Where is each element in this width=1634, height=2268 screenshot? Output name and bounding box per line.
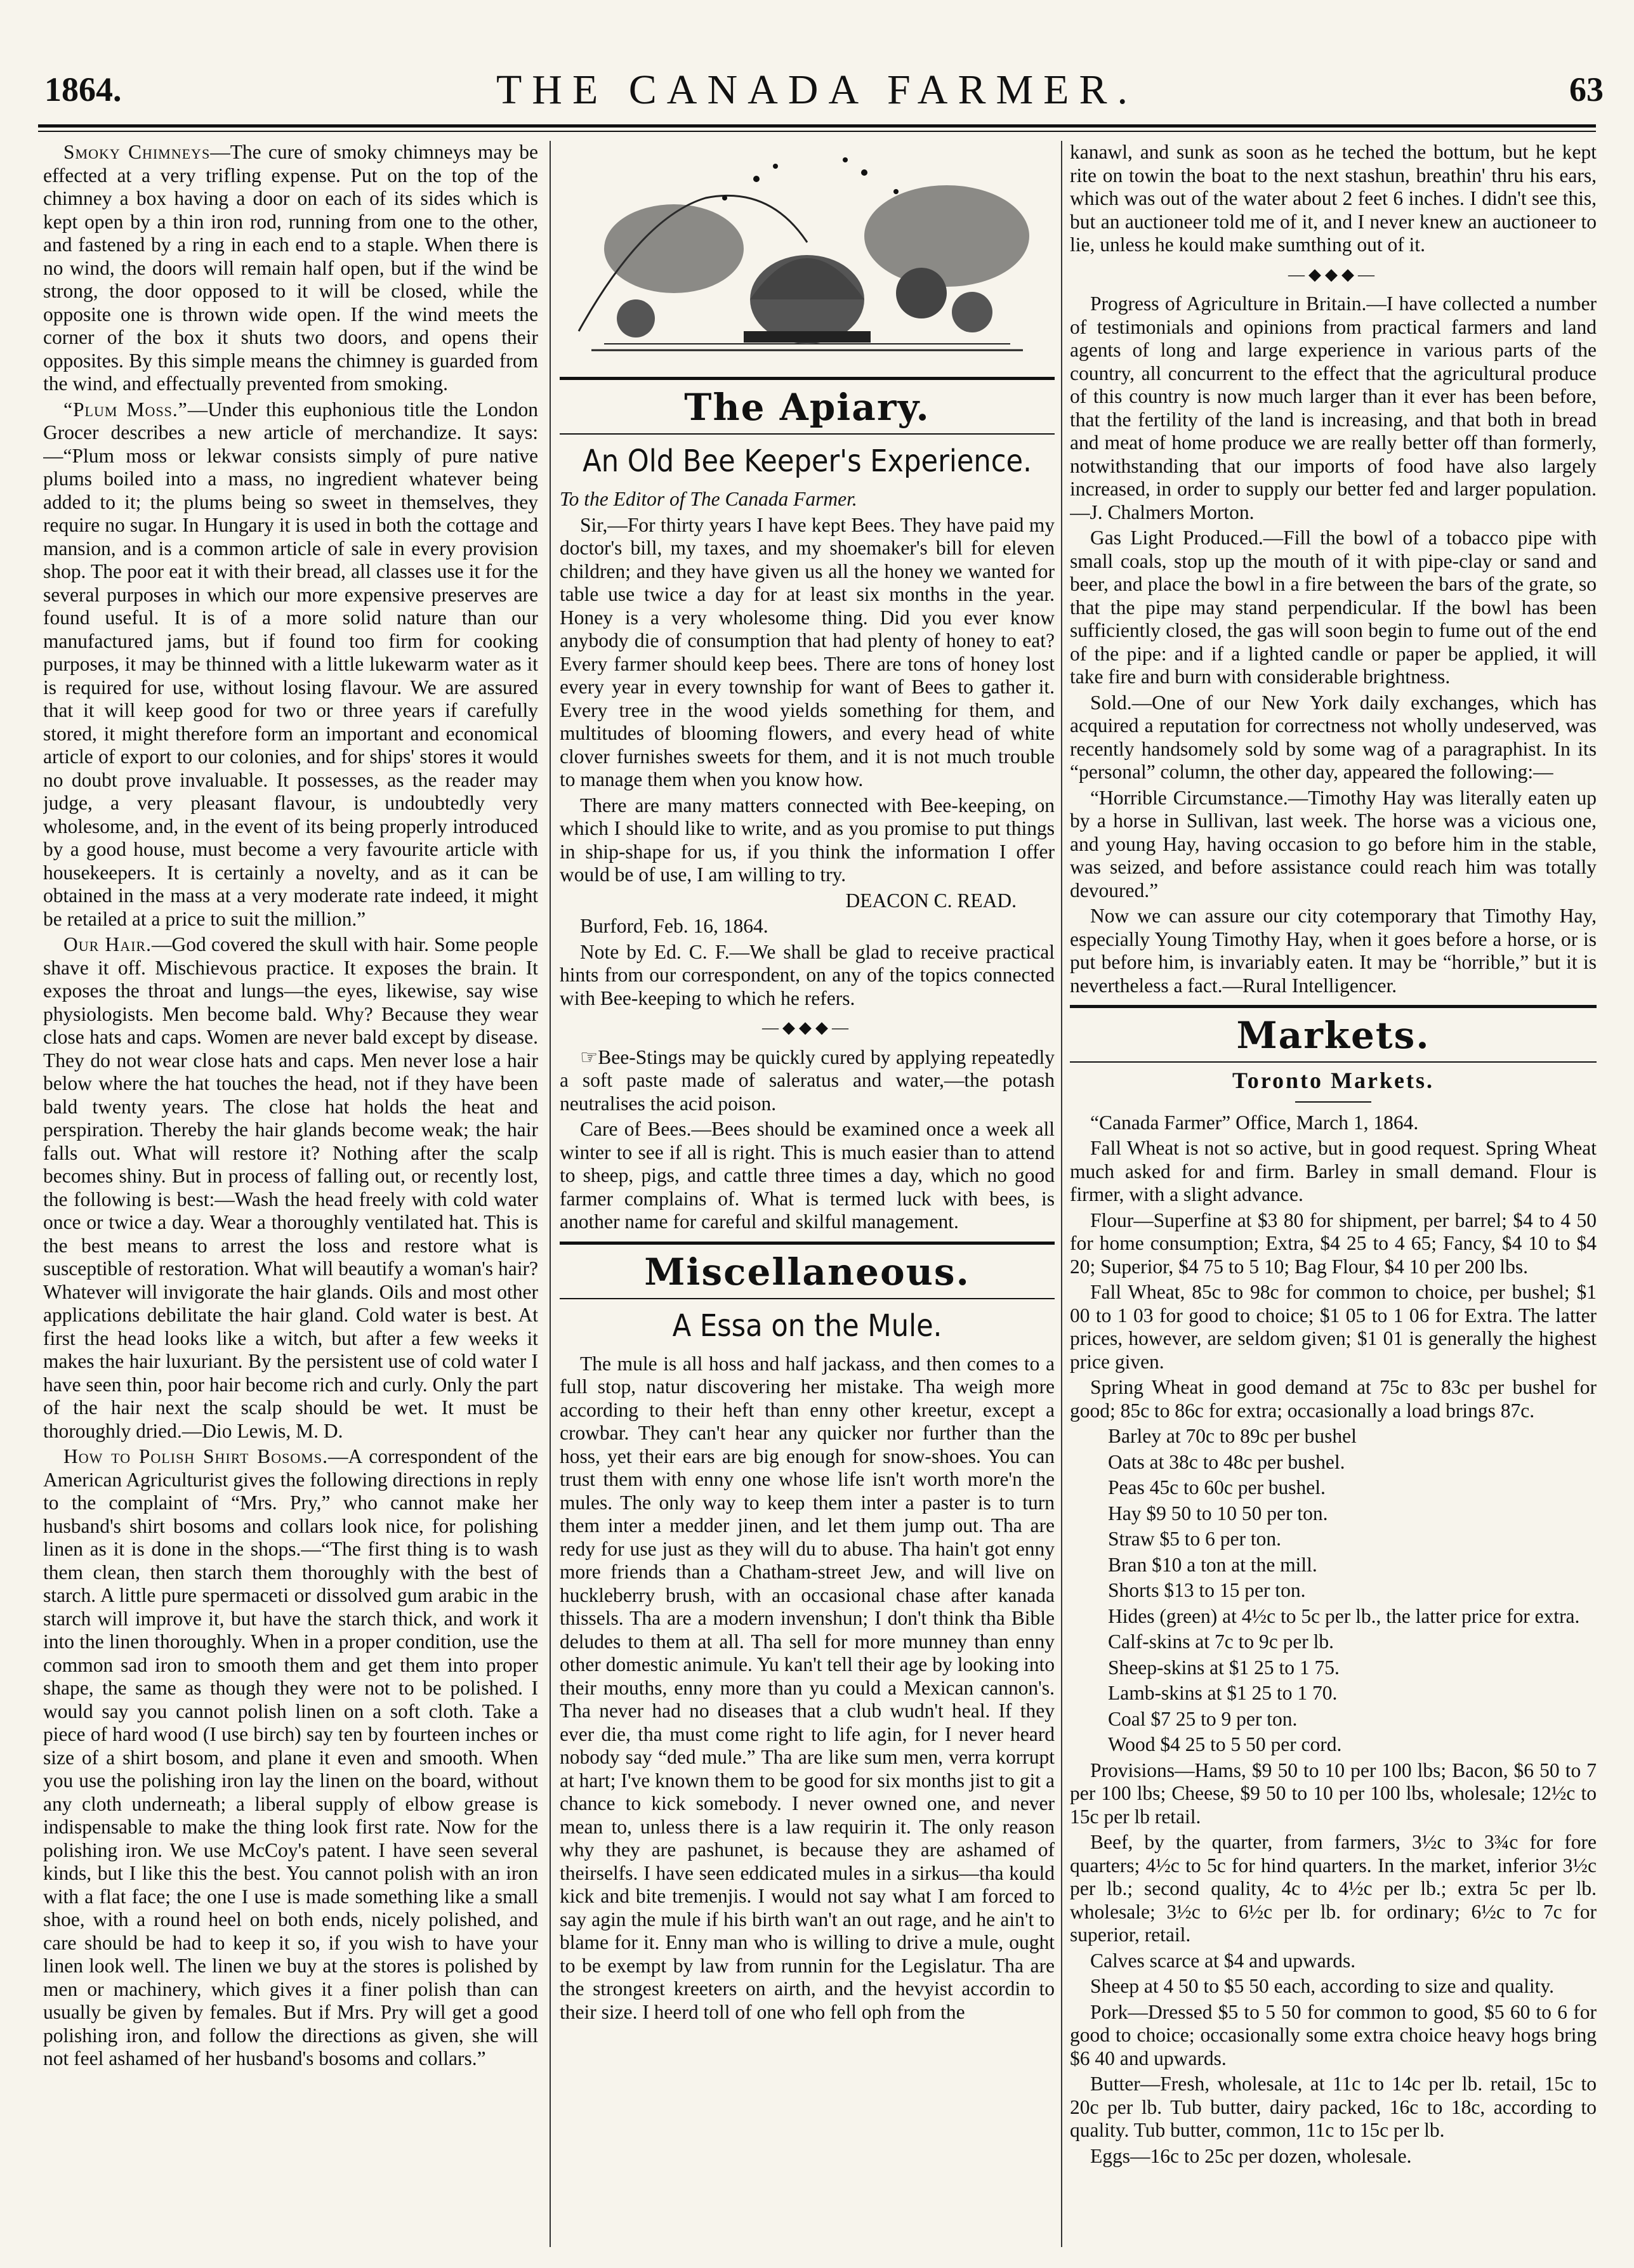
section-rule	[560, 377, 1055, 380]
article-paragraph: Now we can assure our city cotemporary that Timothy Hay, especially Young Timothy Hay, when it goes before a horse, or is put before him, is invariably eaten. It may be “horrible,” but it is nevertheless a fact.—Rural Intelligencer.	[1070, 905, 1597, 997]
editor-note: Note by Ed. C. F.—We shall be glad to receive practical hints from our correspondent, on any of the topics connected with Bee-keeping to which he refers.	[560, 940, 1055, 1009]
article-paragraph: ☞Bee-Stings may be quickly cured by applying repeatedly a soft paste made of saleratus and water,—the potash neutralises the acid poison.	[560, 1046, 1055, 1115]
market-dateline: “Canada Farmer” Office, March 1, 1864.	[1090, 1111, 1419, 1134]
section-rule-thin	[560, 1298, 1055, 1299]
market-paragraph: Beef, by the quarter, from farmers, 3½c to 3¾c for fore quarters; 4½c to 5c for hind quarters. In the market, inferior 3½c per lb.; second quality, 4c to 4½c per lb.; extra 5c per lb. wholesale; 3½c to 6½c per lb. for ordinary; 6½c to 7c for superior, retail.	[1070, 1831, 1597, 1946]
market-paragraph: Eggs—16c to 25c per dozen, wholesale.	[1090, 2144, 1412, 2167]
article-paragraph: How to Polish Shirt Bosoms.—A correspondent of the American Agriculturist gives the following directions in reply to the complaint of “Mrs. Pry,” who cannot make her husband's shirt bosoms and collars look nice, for polishing linen as it is done in the shops.—“The first thing is to wash them clean, then starch them thoroughly with the best of starch. A little pure spermaceti or dissolved gum arabic in the starch will improve it, but have the starch thick, and work it into the linen thoroughly. When in a proper condition, use the common sad iron to smooth them and get them into proper shape, the same as though they were not to be polished. I would say you cannot polish linen on a soft cloth. Take a piece of hard wood (I use birch) say ten by fourteen inches or size of a shirt bosom, and plane it even and smooth. When you use the polishing iron lay the linen on the board, without any cloth underneath; a liberal supply of elbow grease is indispensable to make the thing look first rate. Now for the polishing iron. We use McCoy's patent. I have seen several kinds, but I like this the best. You cannot polish with an iron with a flat face; the one I use is made something like a small shoe, with a round heel on both ends, nicely polished, and care should be had to keep it so, if you wish to have your linen look well. The linen we buy at the stores is polished by men or machinery, which gives it a finer polish than can usually be given by females. But if Mrs. Pry will get a good polishing iron, and follow the directions as given, she will not feel ashamed of her husband's bosoms and collars.”	[43, 1445, 538, 2069]
article-paragraph: There are many matters connected with Bee-keeping, on which I should like to write, and as you promise to put things in ship-shape for us, if you think the information I offer would be of use, I am willing to try.	[560, 794, 1055, 886]
masthead	[25, 62, 1609, 126]
short-rule	[1295, 1101, 1371, 1103]
market-paragraph: Fall Wheat is not so active, but in good request. Spring Wheat much asked for and firm. Barley in small demand. Flour is firmer, with a slight advance.	[1070, 1137, 1597, 1205]
market-paragraph: Calves scarce at $4 and upwards.	[1090, 1949, 1356, 1972]
column-3	[1070, 141, 1597, 2247]
foliage-right	[864, 185, 1029, 287]
masthead-rule-thin	[38, 131, 1596, 132]
article-paragraph: Sold.—One of our New York daily exchanges, which has acquired a reputation for correctness not wholly undeserved, was recently handsomely sold by some wag of a paragraphist. In its “personal” column, the other day, appeared the following:—	[1070, 691, 1597, 783]
market-paragraph: Provisions—Hams, $9 50 to 10 per 100 lbs; Bacon, $6 50 to 7 per 100 lbs; Cheese, $9 50 to 10 per 100 lbs, wholesale; 12½c to 15c per lb retail.	[1070, 1759, 1597, 1828]
section-rule-thin	[1070, 1061, 1597, 1063]
market-item: Hides (green) at 4½c to 5c per lb., the latter price for extra.	[1108, 1604, 1580, 1627]
salutation: To the Editor of The Canada Farmer.	[560, 488, 857, 510]
dateline: Burford, Feb. 16, 1864.	[580, 915, 768, 937]
article-title: A Essa on the Mule.	[672, 1308, 942, 1344]
market-item: Oats at 38c to 48c per bushel.	[1108, 1450, 1345, 1473]
ornament-divider: —◆◆◆—	[1288, 265, 1378, 284]
article-paragraph: Progress of Agriculture in Britain.—I have collected a number of testimonials and opinions from practical farmers and land agents of long and large experience in various parts of the country, all concurrent to the effect that the agricultural produce of this country is now much larger than it ever has been before, that the fertility of the land is increasing, and that both in bread and meat of home produce we are really better off than formerly, notwithstanding that our imports of food have also largely increased, in order to supply our better fed and larger population.—J. Chalmers Morton.	[1070, 292, 1597, 523]
article-title: An Old Bee Keeper's Experience.	[583, 443, 1032, 479]
toronto-markets-title: Toronto Markets.	[1232, 1068, 1434, 1093]
page-number: 63	[1569, 70, 1604, 108]
market-item: Peas 45c to 60c per bushel.	[1108, 1476, 1326, 1498]
ornament-divider: —◆◆◆—	[762, 1018, 852, 1037]
column-2	[560, 141, 1055, 2247]
market-item: Straw $5 to 6 per ton.	[1108, 1528, 1281, 1550]
market-item: Coal $7 25 to 9 per ton.	[1108, 1707, 1298, 1730]
column-divider	[1061, 141, 1062, 2247]
market-paragraph: Spring Wheat in good demand at 75c to 83c per bushel for good; 85c to 86c for extra; occasionally a load brings 87c.	[1070, 1376, 1597, 1422]
section-rule	[1070, 1005, 1597, 1008]
article-paragraph: Our Hair.—God covered the skull with hair. Some people shave it off. Mischievous practice. It exposes the brain. It exposes the throat and lungs—the eyes, likewise, say wise physiologists. Men become bald. Why? Because they wear close hats and caps. Women are never bald except by disease. They do not wear close hats and caps. Men never lose a hair below where the hat touches the head, not if they have been bald twenty years. The close hat holds the heat and perspiration. Thereby the hair glands become weak; the hair falls out. What will restore it? Nothing after the scalp becomes shiny. But in process of falling out, or recently lost, the following is best:—Wash the head freely with cold water once or twice a day. Wear a thoroughly ventilated hat. This is the best means to arrest the loss and restore what is susceptible of restoration. What will beautify a woman's hair? Whatever will invigorate the hair glands. Oils and most other applications debilitate the hair gland. Cold water is best. At first the head looks like a witch, but after a few weeks it makes the hair luxuriant. By the persistent use of cold water I have seen thin, poor hair become rich and curly. Only the part of the hair next the scalp should be wet. It must be thoroughly dried.—Dio Lewis, M. D.	[43, 933, 538, 1442]
article-paragraph: Smoky Chimneys—The cure of smoky chimneys may be effected at a very trifling expense. Put on the top of the chimney a box having a door on each of its sides which is kept open by a thin iron rod, running from one to the other, and fastened by a ring in each end to a staple. When there is no wind, the doors will remain half open, but if the wind be strong, the door opposed to it will be closed, while the opposite one is thrown wide open. If the wind meets the corner of the box it shuts two doors, and opens their opposites. By this simple means the chimney is guarded from the wind, and effectually prevented from smoking.	[43, 141, 538, 395]
market-paragraph: Sheep at 4 50 to $5 50 each, according to size and quality.	[1090, 1975, 1554, 1997]
market-item: Hay $9 50 to 10 50 per ton.	[1108, 1502, 1328, 1524]
foliage-left	[604, 204, 744, 293]
beehive-engraving	[566, 141, 1048, 369]
article-paragraph: Sir,—For thirty years I have kept Bees. They have paid my doctor's bill, my taxes, and my shoemaker's bill for eleven children; and they have given us all the honey we wanted for table use twice a day for at least six months in the year. Honey is a very wholesome thing. Did you ever know anybody die of consumption that had plenty of honey to eat? Every farmer should keep bees. There are tons of honey lost every year in every township for want of Bees to gather it. Every tree in the wood yields something for them, and multitudes of blooming flowers, and every head of white clover furnishes sweets for them, and it is not much trouble to manage them when you know how.	[560, 513, 1055, 790]
market-item: Calf-skins at 7c to 9c per lb.	[1108, 1630, 1334, 1653]
section-rule	[560, 1242, 1055, 1245]
market-item: Lamb-skins at $1 25 to 1 70.	[1108, 1682, 1338, 1704]
section-heading-apiary: The Apiary.	[684, 386, 930, 429]
market-item: Bran $10 a ton at the mill.	[1108, 1553, 1317, 1576]
column-1	[43, 141, 538, 2247]
masthead-rule	[38, 124, 1596, 128]
market-paragraph: Fall Wheat, 85c to 98c for common to choice, per bushel; $1 00 to 1 03 for good to choice; $1 05 to 1 06 for Extra. The latter prices, however, are seldom given; $1 01 is generally the highest price given.	[1070, 1281, 1597, 1373]
market-item: Shorts $13 to 15 per ton.	[1108, 1579, 1306, 1601]
section-heading-miscellaneous: Miscellaneous.	[644, 1250, 970, 1294]
market-paragraph: Pork—Dressed $5 to 5 50 for common to good, $5 60 to 6 for good to choice; occasionally some extra choice heavy hogs bring $6 40 and upwards.	[1070, 2000, 1597, 2069]
market-paragraph: Flour—Superfine at $3 80 for shipment, per barrel; $4 to 4 50 for home consumption; Extra, $4 25 to 4 65; Fancy, $4 10 to $4 20; Superior, $4 75 to 5 10; Bag Flour, $4 10 per 200 lbs.	[1070, 1209, 1597, 1278]
column-divider	[550, 141, 551, 2247]
article-paragraph: The mule is all hoss and half jackass, and then comes to a full stop, natur discovering her mistake. Tha weigh more according to their heft than enny other kreetur, except a crowbar. They can't hear any quicker nor further than the hoss, yet their ears are big enough for snow-shoes. You can trust them with enny one whose life isn't worth more'n the mules. The only way to keep them inter a paster is to turn them inter a medder jinen, and let them jump out. Tha are redy for use just as they will du to abuse. Tha hain't got enny more friends than a Chatham-street Jew, and will live on huckleberry brush, with an occasional chase after kanada thissels. Tha are a modern invenshun; I don't think tha Bible deludes to them at all. Tha sell for more munney than enny other domestic animule. Yu kan't tell their age by looking into their mouths, enny more than yu could a Mexican cannon's. Tha never had no diseases that a club wudn't heal. If they ever die, tha must come right to life agin, for I never heard nobody say “ded mule.” Tha are like sum men, verra korrupt at hart; I've known them to be good for six months jist to git a chance to kick somebody. I never owned one, and never mean to, unless there is a law requirin it. The only reason why they are pashunet, is because they are ashamed of theirselfs. I have seen eddicated mules in a sirkus—tha kould kick and bite tremenjis. I would not say what I am forced to say agin the mule if his birth wan't an out rage, and he ain't to blame for it. Enny man who is willing to drive a mule, ought to be exempt by law from runnin for the Legislatur. Tha are the strongest kreeters on airth, and the hevyist accordin to their size. I heerd toll of one who fell oph from the	[560, 1352, 1055, 2023]
article-paragraph: kanawl, and sunk as soon as he teched the bottum, but he kept rite on towin the boat to the next stashun, breathin' thru his ears, which was out of the water about 2 feet 6 inches. I didn't see this, but an auctioneer told me of it, and I never knew an auctioneer to lie, unless he kould make sumthing out of it.	[1070, 141, 1597, 256]
issue-year: 1864.	[44, 70, 122, 108]
signature: DEACON C. READ.	[845, 889, 1017, 912]
market-item: Wood $4 25 to 5 50 per cord.	[1108, 1733, 1342, 1755]
article-paragraph: Care of Bees.—Bees should be examined once a week all winter to see if all is right. This is much easier than to attend to sheep, pigs, and cattle three times a day, which no good farmer complains of. What is termed luck with bees, is another name for careful and skilful management.	[560, 1118, 1055, 1233]
article-paragraph: “Plum Moss.”—Under this euphonious title the London Grocer describes a new article of merchandize. It says:—“Plum moss or lekwar consists simply of pure native plums boiled into a mass, no ingredient whatever being added to it; the plums being so sweet in themselves, they require no sugar. In Hungary it is used in both the cottage and mansion, and is a common article of sale in every provision shop. The poor eat it with their bread, all classes use it for the several purposes in which our more expensive preserves are found useful. It is of a more solid nature than our manufactured jams, but if found too firm for cooking purposes, it may be thinned with a little lukewarm water as it is required for use, without losing flavour. We are assured that it will keep good for two or three years if carefully stored, it might therefore form an important and economical article of export to our colonies, and for ships' stores it would no doubt prove invaluable. It possesses, as the reader may judge, a very pleasant flavour, is undoubtedly very wholesome, and, in the event of its being properly introduced by a good house, must become a very favourite article with housekeepers. It is certainly a novelty, and as it can be obtained in the mass at a very moderate rate indeed, it might be retailed at a price to suit the million.”	[43, 398, 538, 930]
section-heading-markets: Markets.	[1236, 1014, 1430, 1057]
article-paragraph: “Horrible Circumstance.—Timothy Hay was literally eaten up by a horse in Sullivan, last week. The horse was a vicious one, and young Hay, having occasion to go before him in the stable, was seized, and before assistance could reach him was totally devoured.”	[1070, 786, 1597, 901]
market-item: Barley at 70c to 89c per bushel	[1108, 1425, 1357, 1447]
article-paragraph: Gas Light Produced.—Fill the bowl of a tobacco pipe with small coals, stop up the mouth of it with pipe-clay or sand and beer, and place the bowl in a fire between the bars of the grate, so that the pipe may stand perpendicular. If the bowl has been sufficiently closed, the gas will soon begin to fume out of the end of the pipe: and if a lighted candle or paper be applied, it will take fire and burn with considerable brightness.	[1070, 527, 1597, 688]
market-item: Sheep-skins at $1 25 to 1 75.	[1108, 1656, 1340, 1679]
section-rule-thin	[560, 433, 1055, 435]
market-paragraph: Butter—Fresh, wholesale, at 11c to 14c per lb. retail, 15c to 20c per lb. Tub butter, dairy packed, 16c to 18c, according to quality. Tub butter, common, 11c to 15c per lb.	[1070, 2073, 1597, 2141]
newspaper-title: THE CANADA FARMER.	[496, 67, 1138, 113]
flower	[896, 268, 947, 318]
